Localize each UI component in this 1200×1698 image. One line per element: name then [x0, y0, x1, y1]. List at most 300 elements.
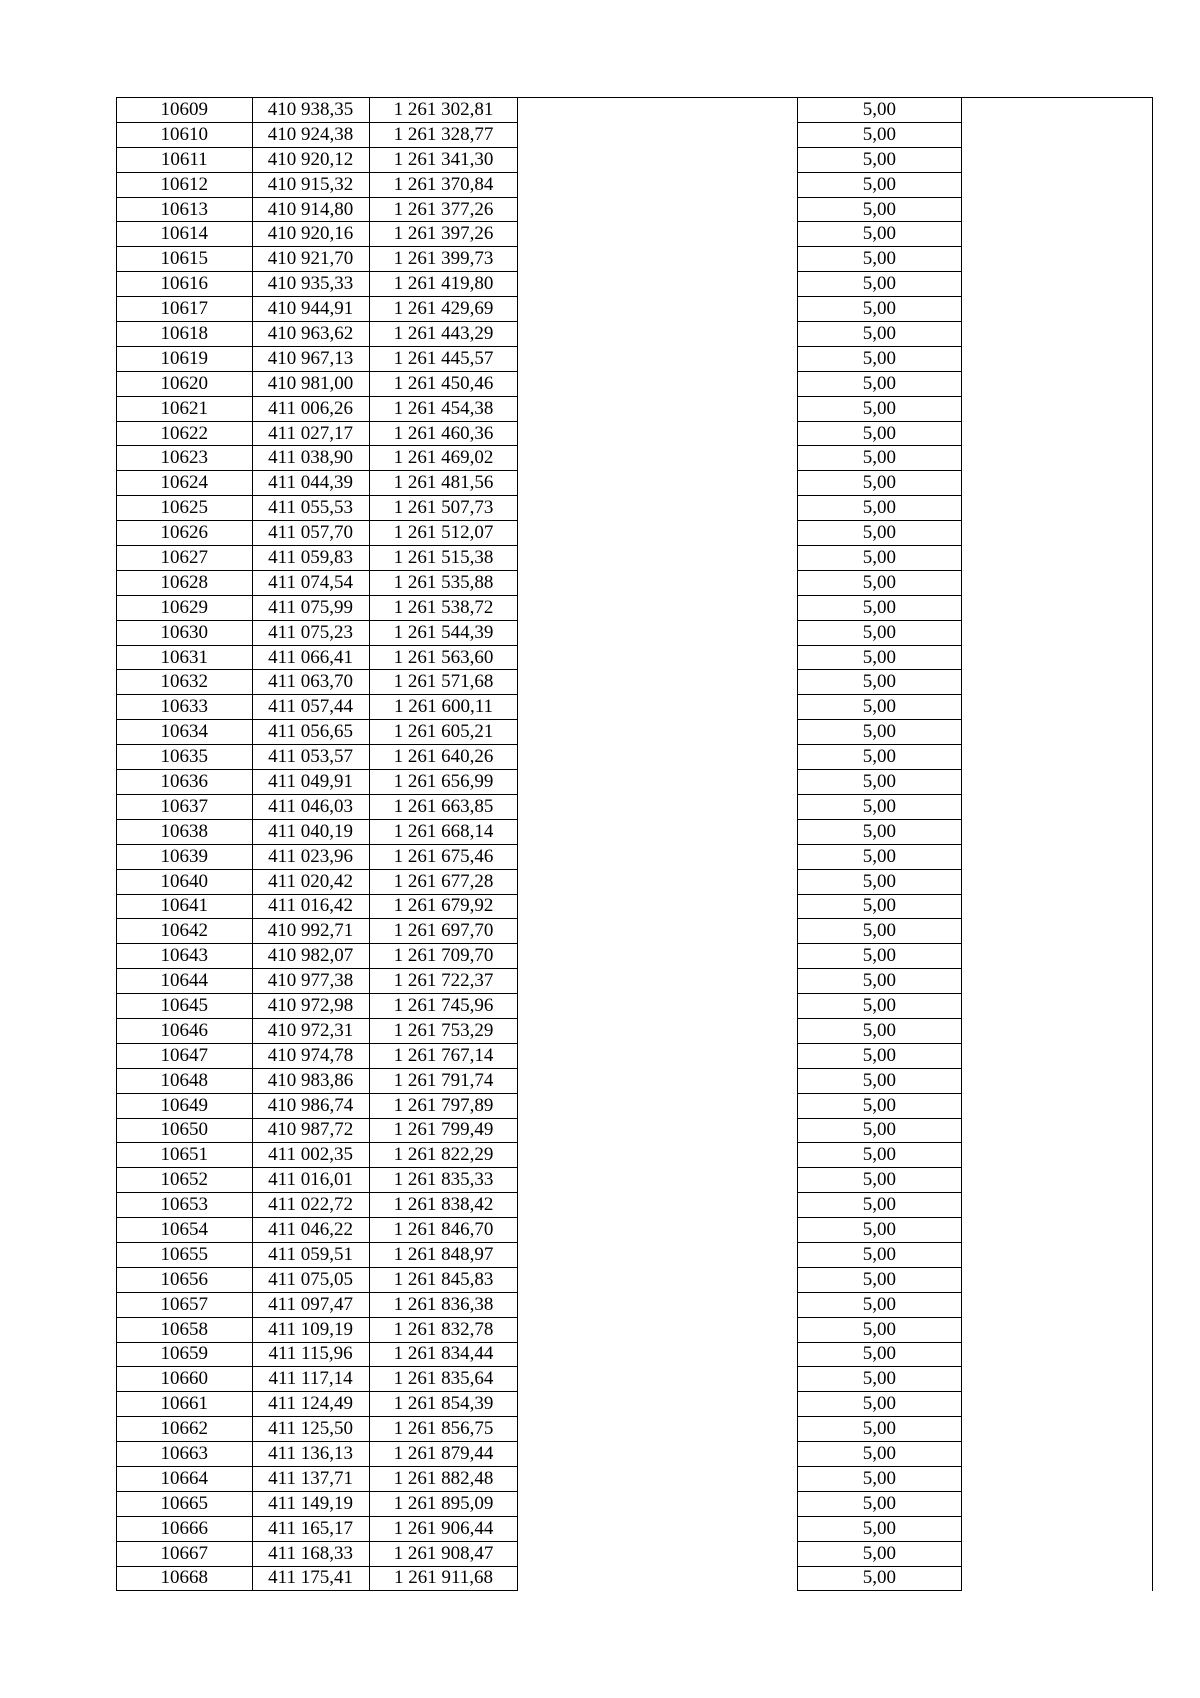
y-coordinate-cell: 1 261 709,70: [369, 944, 518, 969]
blank-cell: [518, 471, 797, 496]
y-coordinate-cell: 1 261 663,85: [369, 794, 518, 819]
point-number-cell: 10617: [117, 297, 253, 322]
y-coordinate-cell: 1 261 544,39: [369, 620, 518, 645]
blank-cell: [518, 570, 797, 595]
point-number-cell: 10655: [117, 1242, 253, 1267]
value-cell: 5,00: [797, 819, 961, 844]
value-cell: 5,00: [797, 396, 961, 421]
coordinates-table: [116, 97, 1153, 1591]
blank-cell: [518, 1193, 797, 1218]
x-coordinate-cell: 410 992,71: [252, 919, 369, 944]
table-row: [117, 521, 1153, 546]
y-coordinate-cell: 1 261 882,48: [369, 1466, 518, 1491]
value-cell: 5,00: [797, 869, 961, 894]
value-cell: 5,00: [797, 1168, 961, 1193]
empty-cell: [962, 322, 1153, 347]
x-coordinate-cell: 411 053,57: [252, 745, 369, 770]
table-row: [117, 1442, 1153, 1467]
point-number-cell: 10633: [117, 695, 253, 720]
point-number-cell: 10646: [117, 1018, 253, 1043]
empty-cell: [962, 1317, 1153, 1342]
empty-cell: [962, 670, 1153, 695]
point-number-cell: 10631: [117, 645, 253, 670]
table-row: [117, 1566, 1153, 1591]
table-row: [117, 496, 1153, 521]
point-number-cell: 10615: [117, 247, 253, 272]
point-number-cell: 10627: [117, 546, 253, 571]
y-coordinate-cell: 1 261 675,46: [369, 844, 518, 869]
point-number-cell: 10610: [117, 122, 253, 147]
y-coordinate-cell: 1 261 600,11: [369, 695, 518, 720]
empty-cell: [962, 222, 1153, 247]
x-coordinate-cell: 411 044,39: [252, 471, 369, 496]
point-number-cell: 10614: [117, 222, 253, 247]
x-coordinate-cell: 410 920,16: [252, 222, 369, 247]
y-coordinate-cell: 1 261 571,68: [369, 670, 518, 695]
point-number-cell: 10620: [117, 371, 253, 396]
y-coordinate-cell: 1 261 512,07: [369, 521, 518, 546]
table-row: [117, 471, 1153, 496]
blank-cell: [518, 1292, 797, 1317]
point-number-cell: 10639: [117, 844, 253, 869]
table-row: [117, 720, 1153, 745]
y-coordinate-cell: 1 261 445,57: [369, 346, 518, 371]
table-row: [117, 147, 1153, 172]
value-cell: 5,00: [797, 1218, 961, 1243]
point-number-cell: 10612: [117, 172, 253, 197]
table-row: [117, 272, 1153, 297]
x-coordinate-cell: 410 987,72: [252, 1118, 369, 1143]
point-number-cell: 10637: [117, 794, 253, 819]
table-row: [117, 595, 1153, 620]
point-number-cell: 10651: [117, 1143, 253, 1168]
y-coordinate-cell: 1 261 854,39: [369, 1392, 518, 1417]
value-cell: 5,00: [797, 1442, 961, 1467]
value-cell: 5,00: [797, 1342, 961, 1367]
empty-cell: [962, 147, 1153, 172]
table-row: [117, 844, 1153, 869]
empty-cell: [962, 894, 1153, 919]
empty-cell: [962, 1292, 1153, 1317]
point-number-cell: 10652: [117, 1168, 253, 1193]
y-coordinate-cell: 1 261 911,68: [369, 1566, 518, 1591]
value-cell: 5,00: [797, 1292, 961, 1317]
empty-cell: [962, 546, 1153, 571]
blank-cell: [518, 1417, 797, 1442]
x-coordinate-cell: 411 066,41: [252, 645, 369, 670]
empty-cell: [962, 720, 1153, 745]
blank-cell: [518, 1143, 797, 1168]
value-cell: 5,00: [797, 645, 961, 670]
empty-cell: [962, 645, 1153, 670]
empty-cell: [962, 496, 1153, 521]
point-number-cell: 10658: [117, 1317, 253, 1342]
empty-cell: [962, 1242, 1153, 1267]
empty-cell: [962, 944, 1153, 969]
table-row: [117, 322, 1153, 347]
value-cell: 5,00: [797, 720, 961, 745]
x-coordinate-cell: 411 149,19: [252, 1491, 369, 1516]
value-cell: 5,00: [797, 446, 961, 471]
x-coordinate-cell: 411 165,17: [252, 1516, 369, 1541]
blank-cell: [518, 1242, 797, 1267]
x-coordinate-cell: 411 124,49: [252, 1392, 369, 1417]
value-cell: 5,00: [797, 1466, 961, 1491]
y-coordinate-cell: 1 261 791,74: [369, 1068, 518, 1093]
y-coordinate-cell: 1 261 832,78: [369, 1317, 518, 1342]
empty-cell: [962, 197, 1153, 222]
table-row: [117, 546, 1153, 571]
blank-cell: [518, 1442, 797, 1467]
value-cell: 5,00: [797, 322, 961, 347]
x-coordinate-cell: 410 986,74: [252, 1093, 369, 1118]
x-coordinate-cell: 410 972,31: [252, 1018, 369, 1043]
blank-cell: [518, 1342, 797, 1367]
empty-cell: [962, 1541, 1153, 1566]
blank-cell: [518, 1068, 797, 1093]
point-number-cell: 10656: [117, 1267, 253, 1292]
point-number-cell: 10638: [117, 819, 253, 844]
point-number-cell: 10625: [117, 496, 253, 521]
blank-cell: [518, 1043, 797, 1068]
blank-cell: [518, 1566, 797, 1591]
y-coordinate-cell: 1 261 563,60: [369, 645, 518, 670]
blank-cell: [518, 421, 797, 446]
empty-cell: [962, 1491, 1153, 1516]
empty-cell: [962, 869, 1153, 894]
blank-cell: [518, 98, 797, 123]
value-cell: 5,00: [797, 794, 961, 819]
point-number-cell: 10649: [117, 1093, 253, 1118]
x-coordinate-cell: 411 109,19: [252, 1317, 369, 1342]
point-number-cell: 10659: [117, 1342, 253, 1367]
x-coordinate-cell: 411 059,83: [252, 546, 369, 571]
point-number-cell: 10616: [117, 272, 253, 297]
blank-cell: [518, 1541, 797, 1566]
empty-cell: [962, 396, 1153, 421]
table-row: [117, 197, 1153, 222]
value-cell: 5,00: [797, 471, 961, 496]
blank-cell: [518, 720, 797, 745]
empty-cell: [962, 446, 1153, 471]
x-coordinate-cell: 410 935,33: [252, 272, 369, 297]
value-cell: 5,00: [797, 1541, 961, 1566]
table-row: [117, 1491, 1153, 1516]
x-coordinate-cell: 411 075,99: [252, 595, 369, 620]
value-cell: 5,00: [797, 1043, 961, 1068]
table-row: [117, 670, 1153, 695]
point-number-cell: 10668: [117, 1566, 253, 1591]
y-coordinate-cell: 1 261 419,80: [369, 272, 518, 297]
table-row: [117, 745, 1153, 770]
point-number-cell: 10647: [117, 1043, 253, 1068]
value-cell: 5,00: [797, 98, 961, 123]
empty-cell: [962, 172, 1153, 197]
blank-cell: [518, 322, 797, 347]
table-row: [117, 1068, 1153, 1093]
x-coordinate-cell: 411 057,44: [252, 695, 369, 720]
y-coordinate-cell: 1 261 797,89: [369, 1093, 518, 1118]
y-coordinate-cell: 1 261 846,70: [369, 1218, 518, 1243]
empty-cell: [962, 1168, 1153, 1193]
empty-cell: [962, 98, 1153, 123]
table-row: [117, 1093, 1153, 1118]
blank-cell: [518, 919, 797, 944]
table-row: [117, 222, 1153, 247]
table-row: [117, 98, 1153, 123]
value-cell: 5,00: [797, 1516, 961, 1541]
value-cell: 5,00: [797, 894, 961, 919]
blank-cell: [518, 172, 797, 197]
x-coordinate-cell: 411 016,01: [252, 1168, 369, 1193]
x-coordinate-cell: 411 046,03: [252, 794, 369, 819]
value-cell: 5,00: [797, 1018, 961, 1043]
y-coordinate-cell: 1 261 745,96: [369, 994, 518, 1019]
x-coordinate-cell: 411 040,19: [252, 819, 369, 844]
point-number-cell: 10662: [117, 1417, 253, 1442]
value-cell: 5,00: [797, 122, 961, 147]
point-number-cell: 10654: [117, 1218, 253, 1243]
table-row: [117, 994, 1153, 1019]
y-coordinate-cell: 1 261 341,30: [369, 147, 518, 172]
value-cell: 5,00: [797, 1566, 961, 1591]
x-coordinate-cell: 411 115,96: [252, 1342, 369, 1367]
x-coordinate-cell: 411 097,47: [252, 1292, 369, 1317]
x-coordinate-cell: 411 057,70: [252, 521, 369, 546]
point-number-cell: 10613: [117, 197, 253, 222]
blank-cell: [518, 794, 797, 819]
blank-cell: [518, 770, 797, 795]
table-row: [117, 1267, 1153, 1292]
point-number-cell: 10660: [117, 1367, 253, 1392]
point-number-cell: 10636: [117, 770, 253, 795]
x-coordinate-cell: 410 983,86: [252, 1068, 369, 1093]
x-coordinate-cell: 411 006,26: [252, 396, 369, 421]
table-row: [117, 122, 1153, 147]
x-coordinate-cell: 411 027,17: [252, 421, 369, 446]
blank-cell: [518, 396, 797, 421]
point-number-cell: 10666: [117, 1516, 253, 1541]
value-cell: 5,00: [797, 844, 961, 869]
empty-cell: [962, 346, 1153, 371]
y-coordinate-cell: 1 261 856,75: [369, 1417, 518, 1442]
value-cell: 5,00: [797, 247, 961, 272]
y-coordinate-cell: 1 261 535,88: [369, 570, 518, 595]
point-number-cell: 10641: [117, 894, 253, 919]
empty-cell: [962, 421, 1153, 446]
blank-cell: [518, 197, 797, 222]
empty-cell: [962, 570, 1153, 595]
empty-cell: [962, 1342, 1153, 1367]
table-row: [117, 1043, 1153, 1068]
point-number-cell: 10634: [117, 720, 253, 745]
table-row: [117, 346, 1153, 371]
point-number-cell: 10661: [117, 1392, 253, 1417]
blank-cell: [518, 496, 797, 521]
blank-cell: [518, 247, 797, 272]
value-cell: 5,00: [797, 172, 961, 197]
x-coordinate-cell: 411 168,33: [252, 1541, 369, 1566]
blank-cell: [518, 1118, 797, 1143]
y-coordinate-cell: 1 261 908,47: [369, 1541, 518, 1566]
value-cell: 5,00: [797, 1242, 961, 1267]
table-row: [117, 1466, 1153, 1491]
x-coordinate-cell: 410 967,13: [252, 346, 369, 371]
x-coordinate-cell: 410 914,80: [252, 197, 369, 222]
point-number-cell: 10632: [117, 670, 253, 695]
value-cell: 5,00: [797, 346, 961, 371]
empty-cell: [962, 994, 1153, 1019]
y-coordinate-cell: 1 261 835,64: [369, 1367, 518, 1392]
value-cell: 5,00: [797, 770, 961, 795]
x-coordinate-cell: 411 056,65: [252, 720, 369, 745]
table-row: [117, 770, 1153, 795]
empty-cell: [962, 770, 1153, 795]
value-cell: 5,00: [797, 1317, 961, 1342]
y-coordinate-cell: 1 261 515,38: [369, 546, 518, 571]
table-row: [117, 1367, 1153, 1392]
point-number-cell: 10657: [117, 1292, 253, 1317]
blank-cell: [518, 1168, 797, 1193]
point-number-cell: 10611: [117, 147, 253, 172]
value-cell: 5,00: [797, 371, 961, 396]
x-coordinate-cell: 410 974,78: [252, 1043, 369, 1068]
y-coordinate-cell: 1 261 834,44: [369, 1342, 518, 1367]
point-number-cell: 10645: [117, 994, 253, 1019]
y-coordinate-cell: 1 261 879,44: [369, 1442, 518, 1467]
x-coordinate-cell: 410 944,91: [252, 297, 369, 322]
empty-cell: [962, 1193, 1153, 1218]
empty-cell: [962, 521, 1153, 546]
table-row: [117, 247, 1153, 272]
x-coordinate-cell: 411 059,51: [252, 1242, 369, 1267]
y-coordinate-cell: 1 261 302,81: [369, 98, 518, 123]
table-row: [117, 1168, 1153, 1193]
table-row: [117, 396, 1153, 421]
point-number-cell: 10635: [117, 745, 253, 770]
y-coordinate-cell: 1 261 822,29: [369, 1143, 518, 1168]
empty-cell: [962, 122, 1153, 147]
y-coordinate-cell: 1 261 799,49: [369, 1118, 518, 1143]
y-coordinate-cell: 1 261 677,28: [369, 869, 518, 894]
x-coordinate-cell: 410 982,07: [252, 944, 369, 969]
x-coordinate-cell: 411 117,14: [252, 1367, 369, 1392]
table-row: [117, 1118, 1153, 1143]
x-coordinate-cell: 410 977,38: [252, 969, 369, 994]
empty-cell: [962, 371, 1153, 396]
blank-cell: [518, 222, 797, 247]
point-number-cell: 10642: [117, 919, 253, 944]
x-coordinate-cell: 411 075,23: [252, 620, 369, 645]
x-coordinate-cell: 411 137,71: [252, 1466, 369, 1491]
table-row: [117, 446, 1153, 471]
blank-cell: [518, 969, 797, 994]
blank-cell: [518, 546, 797, 571]
y-coordinate-cell: 1 261 538,72: [369, 595, 518, 620]
value-cell: 5,00: [797, 521, 961, 546]
blank-cell: [518, 371, 797, 396]
empty-cell: [962, 1367, 1153, 1392]
y-coordinate-cell: 1 261 722,37: [369, 969, 518, 994]
table-row: [117, 1317, 1153, 1342]
y-coordinate-cell: 1 261 835,33: [369, 1168, 518, 1193]
blank-cell: [518, 1317, 797, 1342]
x-coordinate-cell: 410 921,70: [252, 247, 369, 272]
point-number-cell: 10664: [117, 1466, 253, 1491]
y-coordinate-cell: 1 261 906,44: [369, 1516, 518, 1541]
table-row: [117, 297, 1153, 322]
value-cell: 5,00: [797, 1367, 961, 1392]
x-coordinate-cell: 410 915,32: [252, 172, 369, 197]
table-row: [117, 1541, 1153, 1566]
empty-cell: [962, 1442, 1153, 1467]
value-cell: 5,00: [797, 297, 961, 322]
table-row: [117, 1417, 1153, 1442]
table-row: [117, 794, 1153, 819]
blank-cell: [518, 869, 797, 894]
empty-cell: [962, 1093, 1153, 1118]
empty-cell: [962, 919, 1153, 944]
blank-cell: [518, 1093, 797, 1118]
empty-cell: [962, 1118, 1153, 1143]
blank-cell: [518, 745, 797, 770]
blank-cell: [518, 272, 797, 297]
empty-cell: [962, 844, 1153, 869]
blank-cell: [518, 595, 797, 620]
x-coordinate-cell: 411 016,42: [252, 894, 369, 919]
table-row: [117, 1392, 1153, 1417]
value-cell: 5,00: [797, 147, 961, 172]
y-coordinate-cell: 1 261 845,83: [369, 1267, 518, 1292]
table-row: [117, 570, 1153, 595]
empty-cell: [962, 794, 1153, 819]
blank-cell: [518, 620, 797, 645]
y-coordinate-cell: 1 261 656,99: [369, 770, 518, 795]
y-coordinate-cell: 1 261 460,36: [369, 421, 518, 446]
point-number-cell: 10665: [117, 1491, 253, 1516]
y-coordinate-cell: 1 261 605,21: [369, 720, 518, 745]
empty-cell: [962, 1417, 1153, 1442]
blank-cell: [518, 1491, 797, 1516]
table-row: [117, 421, 1153, 446]
value-cell: 5,00: [797, 969, 961, 994]
x-coordinate-cell: 411 136,13: [252, 1442, 369, 1467]
value-cell: 5,00: [797, 1143, 961, 1168]
table-row: [117, 1143, 1153, 1168]
table-row: [117, 620, 1153, 645]
empty-cell: [962, 1018, 1153, 1043]
table-row: [117, 1018, 1153, 1043]
point-number-cell: 10628: [117, 570, 253, 595]
x-coordinate-cell: 411 038,90: [252, 446, 369, 471]
y-coordinate-cell: 1 261 668,14: [369, 819, 518, 844]
table-row: [117, 371, 1153, 396]
point-number-cell: 10622: [117, 421, 253, 446]
x-coordinate-cell: 411 046,22: [252, 1218, 369, 1243]
blank-cell: [518, 297, 797, 322]
y-coordinate-cell: 1 261 838,42: [369, 1193, 518, 1218]
value-cell: 5,00: [797, 944, 961, 969]
y-coordinate-cell: 1 261 399,73: [369, 247, 518, 272]
blank-cell: [518, 819, 797, 844]
x-coordinate-cell: 411 055,53: [252, 496, 369, 521]
blank-cell: [518, 122, 797, 147]
y-coordinate-cell: 1 261 443,29: [369, 322, 518, 347]
y-coordinate-cell: 1 261 370,84: [369, 172, 518, 197]
y-coordinate-cell: 1 261 481,56: [369, 471, 518, 496]
empty-cell: [962, 1516, 1153, 1541]
empty-cell: [962, 745, 1153, 770]
